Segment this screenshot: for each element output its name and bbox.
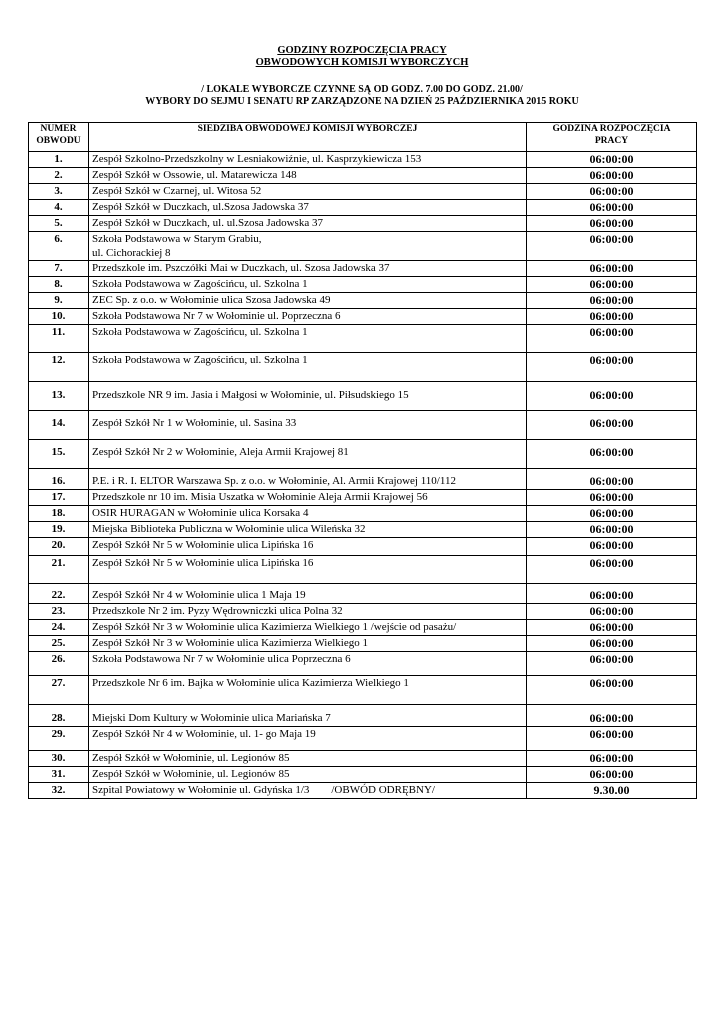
station-address [89, 440, 527, 469]
station-number: 32. [29, 783, 89, 799]
table-row [29, 293, 697, 309]
start-time: 06:00:00 [527, 200, 697, 216]
station-address [89, 353, 527, 382]
station-address [89, 676, 527, 705]
station-address-line: Szkoła Podstawowa Nr 7 w Wołominie ulica Poprzeczna 6 [92, 653, 351, 665]
table-row [29, 309, 697, 325]
table-row [29, 325, 697, 353]
station-address-line: OSIR HURAGAN w Wołominie ulica Korsaka 4 [92, 507, 309, 519]
start-time: 06:00:00 [527, 522, 697, 538]
table-row [29, 411, 697, 440]
start-time: 06:00:00 [527, 469, 697, 490]
station-address-line: Zespół Szkół Nr 4 w Wołominie, ul. 1- go Maja 19 [92, 728, 316, 740]
station-number: 27. [29, 676, 89, 705]
station-address-line: Przedszkole nr 10 im. Misia Uszatka w Wołominie Aleja Armii Krajowej 56 [92, 491, 428, 503]
table-row [29, 490, 697, 506]
start-time: 06:00:00 [527, 652, 697, 676]
station-number: 28. [29, 705, 89, 727]
station-address [89, 293, 527, 309]
station-address [89, 277, 527, 293]
table-row [29, 620, 697, 636]
header-number-line-2: OBWODU [36, 136, 81, 146]
station-number: 4. [29, 200, 89, 216]
station-address-line: Przedszkole Nr 2 im. Pyzy Wędrowniczki ulica Polna 32 [92, 605, 343, 617]
start-time: 06:00:00 [527, 636, 697, 652]
station-address-line: P.E. i R. I. ELTOR Warszawa Sp. z o.o. w Wołominie, Al. Armii Krajowej 110/112 [92, 475, 456, 487]
station-address-line: Zespół Szkół Nr 5 w Wołominie ulica Lipińska 16 [92, 539, 314, 551]
table-header-row [29, 123, 697, 152]
table-row [29, 556, 697, 584]
station-number: 21. [29, 556, 89, 584]
table-row [29, 767, 697, 783]
station-number: 10. [29, 309, 89, 325]
station-address [89, 309, 527, 325]
start-time: 06:00:00 [527, 751, 697, 767]
station-address [89, 751, 527, 767]
station-address [89, 584, 527, 604]
station-address [89, 325, 527, 353]
station-address [89, 556, 527, 584]
subtitle-line-2: WYBORY DO SEJMU I SENATU RP ZARZĄDZONE NA DZIEŃ 25 PAŹDZIERNIKA 2015 ROKU [145, 96, 579, 107]
document-title [0, 45, 724, 69]
station-address-line: Zespół Szkół Nr 2 w Wołominie, Aleja Armii Krajowej 81 [92, 446, 349, 458]
header-number-line-1: NUMER [40, 124, 77, 134]
station-address-line: Szkoła Podstawowa w Starym Grabiu, [92, 233, 262, 245]
station-address-line: Szpital Powiatowy w Wołominie ul. Gdyńska 1/3 /OBWÓD ODRĘBNY/ [92, 784, 435, 796]
station-number: 7. [29, 261, 89, 277]
header-address: SIEDZIBA OBWODOWEJ KOMISJI WYBORCZEJ [89, 123, 527, 152]
subtitle-line-1: / LOKALE WYBORCZE CZYNNE SĄ OD GODZ. 7.00 DO GODZ. 21.00/ [201, 84, 523, 95]
station-address [89, 490, 527, 506]
station-address [89, 727, 527, 751]
station-address-line: Zespół Szkół Nr 4 w Wołominie ulica 1 Maja 19 [92, 589, 306, 601]
station-address-line: Szkoła Podstawowa Nr 7 w Wołominie ul. Poprzeczna 6 [92, 310, 341, 322]
table-row [29, 636, 697, 652]
table-row [29, 216, 697, 232]
station-number: 19. [29, 522, 89, 538]
start-time: 06:00:00 [527, 261, 697, 277]
start-time: 06:00:00 [527, 538, 697, 556]
start-time: 06:00:00 [527, 277, 697, 293]
title-line-2: OBWODOWYCH KOMISJI WYBORCZYCH [255, 57, 469, 68]
station-number: 5. [29, 216, 89, 232]
station-address-line: Zespół Szkół w Ossowie, ul. Matarewicza 148 [92, 169, 297, 181]
station-address [89, 200, 527, 216]
station-address [89, 652, 527, 676]
start-time: 06:00:00 [527, 620, 697, 636]
station-number: 12. [29, 353, 89, 382]
station-address [89, 506, 527, 522]
station-address-line: Miejska Biblioteka Publiczna w Wołominie ulica Wileńska 32 [92, 523, 366, 535]
station-number: 30. [29, 751, 89, 767]
table-row [29, 152, 697, 168]
start-time: 06:00:00 [527, 216, 697, 232]
header-number [29, 123, 89, 152]
start-time: 06:00:00 [527, 309, 697, 325]
table-row [29, 506, 697, 522]
station-address [89, 152, 527, 168]
station-address-line: Zespół Szkół w Czarnej, ul. Witosa 52 [92, 185, 262, 197]
header-time-line-2: PRACY [594, 136, 629, 146]
table-row [29, 277, 697, 293]
station-address [89, 767, 527, 783]
start-time: 06:00:00 [527, 232, 697, 261]
table-row [29, 584, 697, 604]
table-row [29, 382, 697, 411]
table-row [29, 538, 697, 556]
table-row [29, 604, 697, 620]
station-address-line: Przedszkole im. Pszczółki Mai w Duczkach, ul. Szosa Jadowska 37 [92, 262, 390, 274]
table-row [29, 232, 697, 261]
station-number: 11. [29, 325, 89, 353]
table-row [29, 783, 697, 799]
station-address-line: Zespół Szkół w Duczkach, ul. ul.Szosa Jadowska 37 [92, 217, 323, 229]
station-address-line: Zespół Szkół w Duczkach, ul.Szosa Jadowska 37 [92, 201, 309, 213]
header-time [527, 123, 697, 152]
start-time: 06:00:00 [527, 676, 697, 705]
table-row [29, 676, 697, 705]
station-address [89, 636, 527, 652]
station-number: 14. [29, 411, 89, 440]
station-address [89, 411, 527, 440]
station-number: 17. [29, 490, 89, 506]
station-address [89, 184, 527, 200]
station-number: 15. [29, 440, 89, 469]
station-address [89, 538, 527, 556]
station-address-line: Szkoła Podstawowa w Zagościńcu, ul. Szkolna 1 [92, 354, 308, 366]
station-number: 13. [29, 382, 89, 411]
station-address-line: Zespół Szkół Nr 1 w Wołominie, ul. Sasina 33 [92, 417, 297, 429]
table-row [29, 168, 697, 184]
start-time: 06:00:00 [527, 411, 697, 440]
table-row [29, 184, 697, 200]
start-time: 06:00:00 [527, 168, 697, 184]
station-address [89, 261, 527, 277]
start-time: 06:00:00 [527, 604, 697, 620]
station-address-line: Szkoła Podstawowa w Zagościńcu, ul. Szkolna 1 [92, 326, 308, 338]
station-address [89, 783, 527, 799]
station-address-line: Zespół Szkół w Wołominie, ul. Legionów 85 [92, 752, 290, 764]
start-time: 06:00:00 [527, 184, 697, 200]
station-address [89, 382, 527, 411]
station-address [89, 522, 527, 538]
station-address [89, 604, 527, 620]
start-time: 06:00:00 [527, 382, 697, 411]
station-address [89, 168, 527, 184]
station-address-line: Zespół Szkół w Wołominie, ul. Legionów 85 [92, 768, 290, 780]
start-time: 06:00:00 [527, 506, 697, 522]
station-number: 6. [29, 232, 89, 261]
header-time-line-1: GODZINA ROZPOCZĘCIA [552, 124, 671, 134]
table-row [29, 200, 697, 216]
table-body [29, 152, 697, 799]
station-address-line: Zespół Szkolno-Przedszkolny w Lesniakowiźnie, ul. Kasprzykiewicza 153 [92, 153, 422, 165]
start-time: 9.30.00 [527, 783, 697, 799]
station-number: 20. [29, 538, 89, 556]
start-time: 06:00:00 [527, 325, 697, 353]
station-address-line: Zespół Szkół Nr 3 w Wołominie ulica Kazimierza Wielkiego 1 [92, 637, 368, 649]
station-address-line: Przedszkole NR 9 im. Jasia i Małgosi w Wołominie, ul. Piłsudskiego 15 [92, 389, 409, 401]
station-address-line: ZEC Sp. z o.o. w Wołominie ulica Szosa Jadowska 49 [92, 294, 331, 306]
table-row [29, 440, 697, 469]
polling-stations-table [28, 122, 697, 799]
station-number: 31. [29, 767, 89, 783]
station-address [89, 705, 527, 727]
station-address [89, 620, 527, 636]
station-number: 26. [29, 652, 89, 676]
station-address-line: Szkoła Podstawowa w Zagościńcu, ul. Szkolna 1 [92, 278, 308, 290]
station-number: 29. [29, 727, 89, 751]
station-number: 18. [29, 506, 89, 522]
start-time: 06:00:00 [527, 293, 697, 309]
station-number: 8. [29, 277, 89, 293]
start-time: 06:00:00 [527, 490, 697, 506]
table-row [29, 727, 697, 751]
start-time: 06:00:00 [527, 727, 697, 751]
table-row [29, 751, 697, 767]
start-time: 06:00:00 [527, 767, 697, 783]
table-row [29, 522, 697, 538]
station-address-line-2: ul. Cichorackiej 8 [92, 247, 171, 259]
station-address [89, 469, 527, 490]
title-line-1: GODZINY ROZPOCZĘCIA PRACY [277, 45, 447, 56]
station-address-line: Zespół Szkół Nr 5 w Wołominie ulica Lipińska 16 [92, 557, 314, 569]
table-row [29, 705, 697, 727]
start-time: 06:00:00 [527, 556, 697, 584]
station-number: 24. [29, 620, 89, 636]
station-number: 25. [29, 636, 89, 652]
start-time: 06:00:00 [527, 440, 697, 469]
station-number: 9. [29, 293, 89, 309]
table-row [29, 652, 697, 676]
table-row [29, 469, 697, 490]
station-address-line: Przedszkole Nr 6 im. Bajka w Wołominie ulica Kazimierza Wielkiego 1 [92, 677, 409, 689]
station-number: 3. [29, 184, 89, 200]
start-time: 06:00:00 [527, 353, 697, 382]
start-time: 06:00:00 [527, 152, 697, 168]
start-time: 06:00:00 [527, 584, 697, 604]
station-address-line: Miejski Dom Kultury w Wołominie ulica Mariańska 7 [92, 712, 331, 724]
station-address [89, 232, 527, 261]
station-number: 1. [29, 152, 89, 168]
table-row [29, 353, 697, 382]
station-number: 22. [29, 584, 89, 604]
station-address [89, 216, 527, 232]
station-number: 2. [29, 168, 89, 184]
start-time: 06:00:00 [527, 705, 697, 727]
station-address-line: Zespół Szkół Nr 3 w Wołominie ulica Kazimierza Wielkiego 1 /wejście od pasażu/ [92, 621, 457, 633]
document-subtitle [0, 84, 724, 108]
station-number: 23. [29, 604, 89, 620]
station-number: 16. [29, 469, 89, 490]
table-row [29, 261, 697, 277]
